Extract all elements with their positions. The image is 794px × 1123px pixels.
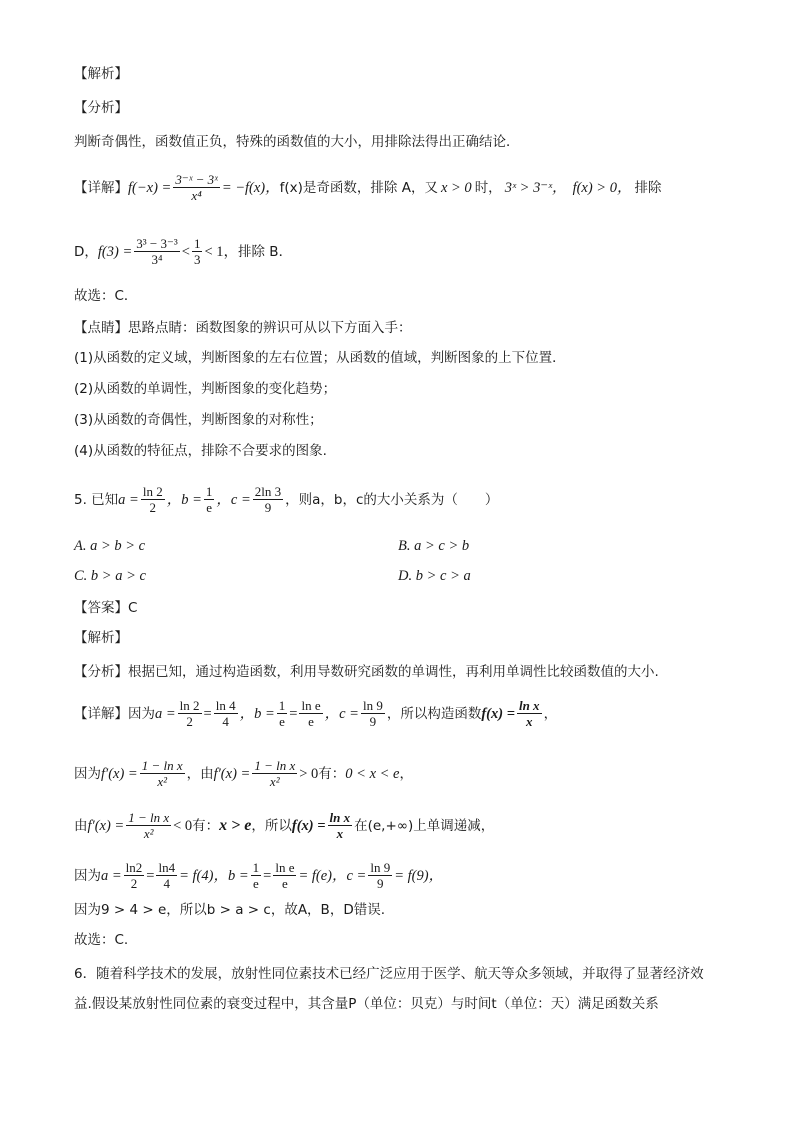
fb: = f(e)，: [298, 867, 347, 884]
equals: =: [146, 867, 155, 884]
gt-zero: > 0: [299, 765, 319, 782]
fraction-denominator: 9: [369, 714, 377, 729]
fraction-numerator: 1: [278, 698, 286, 713]
fraction-third: [192, 236, 203, 267]
fraction-derivative-2: [252, 758, 297, 789]
fraction-2: [214, 698, 238, 729]
c-eq: c =: [346, 867, 367, 884]
fraction-numerator: 1: [205, 484, 213, 499]
a-eq: a =: [118, 491, 139, 508]
fraction-4: [273, 860, 296, 891]
fraction-1: [178, 698, 202, 729]
fraction-numerator: ln e: [301, 698, 321, 713]
less-than-one: < 1，: [204, 243, 239, 260]
a-eq: a =: [155, 705, 176, 722]
condition: x > e: [219, 816, 252, 834]
condition: x > 0: [440, 179, 472, 196]
xiangjie-line-1: [74, 172, 661, 203]
answer-1: 故选：C．: [74, 288, 138, 304]
fraction-numerator: 1 − ln x: [254, 758, 296, 773]
fraction-c: [253, 484, 283, 515]
fraction-5: [368, 860, 392, 891]
tip-3: (3)从函数的奇偶性，判断图象的对称性；: [74, 412, 323, 428]
fraction-denominator: e: [253, 876, 259, 891]
prefix: 因为: [74, 765, 101, 782]
equals: =: [263, 867, 272, 884]
xiangjie-label: 【详解】: [74, 179, 128, 196]
fraction-numerator: 3³ − 3⁻³: [136, 236, 178, 251]
fraction-f3: [134, 236, 180, 267]
f3: f(3) =: [97, 243, 133, 260]
exclude-b: 排除 B．: [238, 243, 293, 260]
option-d: D. b > c > a: [398, 568, 471, 584]
a-eq: a =: [101, 867, 122, 884]
question-6-line-1: 6．随着科学技术的发展，放射性同位素技术已经广泛应用于医学、航天等众多领域，并取得了显著经济效: [74, 966, 704, 982]
fraction-denominator: 9: [377, 876, 384, 891]
f-neg-x: f(−x) =: [128, 179, 172, 196]
answer-label: 【答案】C: [74, 600, 138, 616]
fraction-2: [156, 860, 177, 891]
fraction-denominator: e: [308, 714, 314, 729]
end-comma: ，: [399, 765, 413, 782]
fraction-numerator: ln 9: [370, 860, 391, 875]
dianjing: 【点睛】思路点睛：函数图象的辨识可从以下方面入手：: [74, 320, 412, 336]
question-6-line-2: 益.假设某放射性同位素的衰变过程中，其含量P（单位：贝克）与时间t（单位：天）满足函数关系: [74, 996, 659, 1012]
prefix: 由: [74, 817, 88, 834]
fraction-3: [277, 698, 288, 729]
fraction-denominator: e: [279, 714, 285, 729]
less-than: <: [181, 243, 190, 260]
tip-1: (1)从函数的定义域，判断图象的左右位置；从函数的值域，判断图象的上下位置．: [74, 350, 566, 366]
q5-suffix: ，则a，b，c的大小关系为（ ）: [285, 491, 499, 508]
option-c: C. b > a > c: [74, 568, 146, 584]
fraction-denominator: 9: [264, 500, 272, 515]
equals: =: [289, 705, 298, 722]
fraction-numerator: ln x: [329, 810, 351, 825]
fraction-numerator: 3⁻ˣ − 3ˣ: [175, 172, 218, 187]
fraction-denominator: 3: [193, 252, 201, 267]
fraction-derivative: [126, 810, 171, 841]
fraction-numerator: ln 2: [142, 484, 163, 499]
prefix-d: D，: [74, 243, 98, 260]
fraction-5: [361, 698, 385, 729]
equals: =: [203, 705, 212, 722]
end-comma: ，: [543, 705, 558, 722]
fraction-denominator: 3⁴: [151, 252, 163, 267]
fraction-denominator: x: [336, 826, 344, 841]
have-text: 有：: [318, 765, 346, 782]
fraction-numerator: 1: [193, 236, 201, 251]
section-heading-jiexi: 【解析】: [74, 66, 128, 82]
c-eq: ，c =: [216, 491, 251, 508]
section-heading-fenxi: 【分析】: [74, 100, 128, 116]
b-eq: ，b =: [239, 705, 275, 722]
option-a: A. a > b > c: [74, 538, 146, 554]
fenxi-2: 【分析】根据已知，通过构造函数，利用导数研究函数的单调性，再利用单调性比较函数值的大小.: [74, 664, 659, 680]
q5-prefix: 5. 已知: [74, 491, 119, 508]
f-prime-2: f′(x) =: [213, 765, 251, 782]
fraction-denominator: x: [526, 714, 533, 729]
b-eq: b =: [227, 867, 249, 884]
exclude-text: 排除: [634, 179, 662, 196]
fx-eq: f(x) =: [481, 705, 515, 722]
fraction-denominator: x⁴: [191, 188, 202, 203]
fraction-a: [141, 484, 165, 515]
mid-text: ，所以: [251, 817, 292, 834]
fraction-denominator: e: [282, 876, 288, 891]
fraction-denominator: x²: [157, 774, 167, 789]
fraction-denominator: e: [206, 500, 213, 515]
fraction-numerator: ln 9: [362, 698, 383, 713]
fenxi-text: 判断奇偶性，函数值正负，特殊的函数值的大小，用排除法得出正确结论．: [74, 134, 520, 150]
fraction-4: [299, 698, 322, 729]
fraction-numerator: 1: [252, 860, 260, 875]
fraction-numerator: ln2: [125, 860, 143, 875]
c-eq: ，c =: [324, 705, 359, 722]
have-text: 有：: [192, 817, 220, 834]
fraction-denominator: x²: [143, 826, 154, 841]
option-b: B. a > c > b: [398, 538, 470, 554]
fraction-denominator: 2: [186, 714, 193, 729]
fraction-denominator: x²: [269, 774, 280, 789]
range: 0 < x < e: [345, 765, 400, 782]
fraction-numerator: 1 − ln x: [141, 758, 183, 773]
fraction-denominator: 2: [130, 876, 138, 891]
answer-2: 故选：C.: [74, 932, 129, 948]
derivative-line-2: [74, 810, 494, 841]
fraction-1: [124, 860, 145, 891]
question-5: [74, 484, 498, 515]
fraction-derivative: [140, 758, 185, 789]
odd-text: f(x)是奇函数，排除 A，又: [279, 179, 438, 196]
xiangjie-2-line: [74, 698, 557, 729]
fraction-3: [251, 860, 262, 891]
derivative-line-1: [74, 758, 413, 789]
inequality-2: f(x) > 0，: [572, 179, 632, 196]
f-prime: f′(x) =: [87, 817, 125, 834]
fraction-b: [204, 484, 215, 515]
fraction-denominator: 4: [222, 714, 229, 729]
fraction-numerator: ln 4: [215, 698, 236, 713]
tip-2: (2)从函数的单调性，判断图象的变化趋势；: [74, 381, 337, 397]
fraction-numerator: 1 − ln x: [128, 810, 170, 825]
fraction-numerator: ln x: [518, 698, 540, 713]
fraction-denominator: 2: [149, 500, 157, 515]
fraction-numerator: ln e: [275, 860, 295, 875]
xiangjie-line-2: [74, 236, 292, 267]
prefix: 因为: [74, 867, 101, 884]
tip-4: (4)从函数的特征点，排除不合要求的图象.: [74, 443, 327, 459]
conclusion: 因为9 > 4 > e，所以b > a > c，故A，B，D错误.: [74, 902, 386, 918]
compare-line: [74, 860, 443, 891]
inequality-1: 3ˣ > 3⁻ˣ，: [504, 179, 567, 196]
fraction-odd: [173, 172, 219, 203]
fraction-denominator: 4: [163, 876, 171, 891]
fraction-fx: [517, 698, 542, 729]
xiangjie-2-label: 【详解】因为: [74, 705, 155, 722]
tail-text: 在(e,+∞)上单调递减，: [354, 817, 495, 834]
fc: = f(9)，: [394, 867, 444, 884]
b-eq: ，b =: [166, 491, 202, 508]
fa: = f(4)，: [179, 867, 228, 884]
construct-text: ，所以构造函数: [386, 705, 482, 722]
eq-rest: = −f(x)，: [221, 179, 280, 196]
f-prime: f′(x) =: [101, 765, 138, 782]
section-heading-jiexi-2: 【解析】: [74, 630, 128, 646]
lt-zero: < 0: [173, 817, 193, 834]
time-text: 时，: [474, 179, 502, 196]
fx-eq: f(x) =: [291, 817, 326, 834]
mid-text: ，由: [186, 765, 214, 782]
fraction-numerator: 2ln 3: [254, 484, 282, 499]
fraction-numerator: ln 2: [179, 698, 200, 713]
fraction-fx: [328, 810, 353, 841]
fraction-numerator: ln4: [158, 860, 176, 875]
